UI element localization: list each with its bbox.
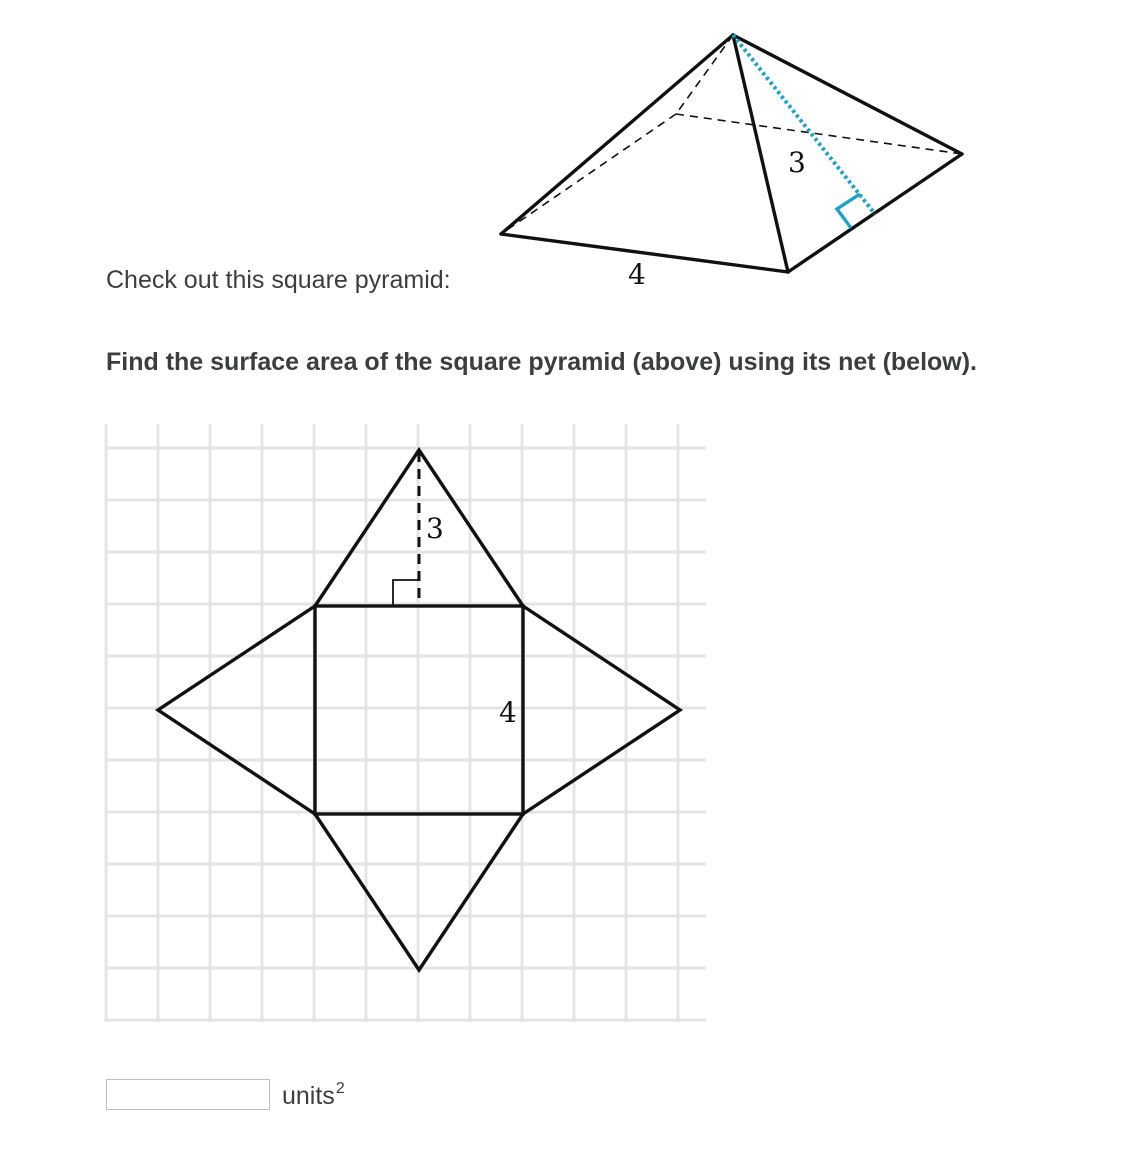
units-label [282,1080,344,1116]
question-text: Find the surface area of the square pyramid (above) using its net (below). [106,348,977,376]
units-text: units [282,1082,335,1110]
base-edge-label: 4 [628,258,646,291]
surface-area-answer-input[interactable] [106,1079,270,1110]
units-exponent: 2 [335,1080,345,1097]
net-side-label: 4 [499,696,517,729]
net-grid [106,424,706,1022]
net-left-triangle [158,606,315,814]
net-height-label: 3 [426,512,444,545]
net-right-angle-marker [393,580,419,606]
net-right-triangle [523,606,680,814]
slant-height-label: 3 [788,146,806,179]
intro-text: Check out this square pyramid: [106,266,451,294]
